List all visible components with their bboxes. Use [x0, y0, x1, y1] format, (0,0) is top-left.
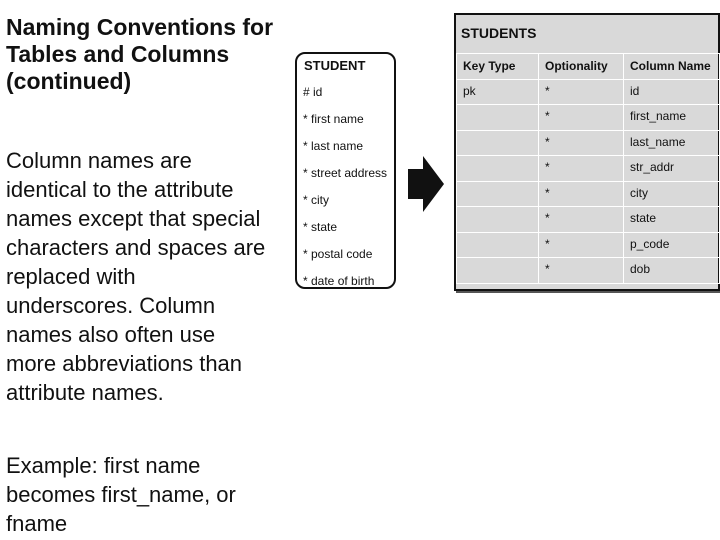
- header-column-name: Column Name: [624, 54, 720, 80]
- students-table-diagram: [454, 13, 720, 291]
- cell-column-name: id: [624, 79, 720, 105]
- cell-optionality: *: [539, 232, 624, 258]
- cell-key-type: [457, 156, 539, 182]
- entity-attribute: # id: [303, 85, 323, 99]
- entity-attribute: * state: [303, 220, 338, 234]
- columns-table: [456, 53, 720, 284]
- table-header-row: [457, 54, 720, 80]
- cell-key-type: [457, 105, 539, 131]
- body-line: characters and spaces are: [6, 235, 266, 260]
- cell-key-type: [457, 181, 539, 207]
- cell-key-type: [457, 207, 539, 233]
- body-line: attribute names.: [6, 380, 164, 405]
- cell-key-type: [457, 232, 539, 258]
- cell-column-name: str_addr: [624, 156, 720, 182]
- title-line: (continued): [6, 68, 132, 94]
- cell-optionality: *: [539, 258, 624, 284]
- cell-key-type: [457, 130, 539, 156]
- body-line: more abbreviations than: [6, 351, 243, 376]
- right-arrow-icon: [408, 156, 444, 212]
- cell-column-name: first_name: [624, 105, 720, 131]
- entity-attribute: * city: [303, 193, 330, 207]
- table-name: STUDENTS: [461, 25, 537, 41]
- example-line: fname: [6, 511, 68, 536]
- entity-attribute: * last name: [303, 139, 364, 153]
- table-row: [457, 79, 720, 105]
- cell-optionality: *: [539, 130, 624, 156]
- table-row: [457, 258, 720, 284]
- slide-title: [6, 14, 296, 95]
- example-line: Example: first name: [6, 453, 201, 478]
- cell-key-type: pk: [457, 79, 539, 105]
- title-line: Tables and Columns: [6, 41, 230, 67]
- table-row: [457, 156, 720, 182]
- entity-attribute: * postal code: [303, 247, 373, 261]
- body-line: names also often use: [6, 322, 216, 347]
- table-row: [457, 181, 720, 207]
- cell-column-name: city: [624, 181, 720, 207]
- cell-column-name: state: [624, 207, 720, 233]
- cell-column-name: last_name: [624, 130, 720, 156]
- entity-attribute: * first name: [303, 112, 364, 126]
- body-line: replaced with: [6, 264, 136, 289]
- cell-column-name: dob: [624, 258, 720, 284]
- cell-column-name: p_code: [624, 232, 720, 258]
- entity-attribute: * street address: [303, 166, 388, 180]
- table-row: [457, 130, 720, 156]
- body-line: identical to the attribute: [6, 177, 234, 202]
- cell-optionality: *: [539, 156, 624, 182]
- explanation-text: [6, 146, 296, 407]
- title-line: Naming Conventions for: [6, 14, 274, 40]
- student-entity-box: [295, 52, 396, 289]
- body-line: underscores. Column: [6, 293, 216, 318]
- entity-name: STUDENT: [304, 58, 366, 73]
- cell-optionality: *: [539, 207, 624, 233]
- table-row: [457, 232, 720, 258]
- example-text: [6, 451, 296, 538]
- header-optionality: Optionality: [539, 54, 624, 80]
- table-row: [457, 207, 720, 233]
- cell-optionality: *: [539, 181, 624, 207]
- example-line: becomes first_name, or: [6, 482, 236, 507]
- header-key-type: Key Type: [457, 54, 539, 80]
- cell-optionality: *: [539, 105, 624, 131]
- entity-attribute: * date of birth: [303, 274, 375, 288]
- table-row: [457, 105, 720, 131]
- body-line: names except that special: [6, 206, 261, 231]
- body-line: Column names are: [6, 148, 192, 173]
- cell-key-type: [457, 258, 539, 284]
- cell-optionality: *: [539, 79, 624, 105]
